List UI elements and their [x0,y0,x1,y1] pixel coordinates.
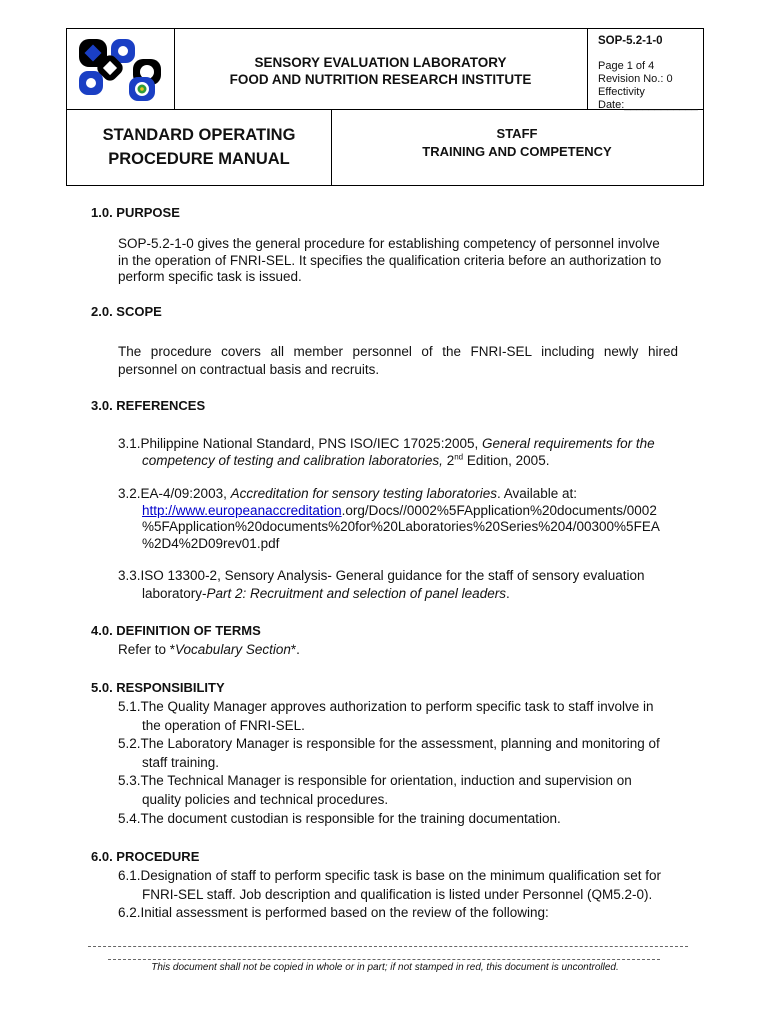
reference-title: General requirements for the [482,436,655,451]
reference-text: Edition, 2005. [466,452,550,468]
section-heading-procedure: 6.0. PROCEDURE [91,849,200,864]
effectivity-date: Effectivity Date:____________ [598,86,698,111]
reference-title: Accreditation for sensory testing laboratories [230,486,497,501]
manual-title-cell [67,109,332,185]
section-heading-purpose: 1.0. PURPOSE [91,205,180,220]
purpose-paragraph [118,236,674,286]
reference-url-part: %2D4%2D09rev01.pdf [142,535,280,551]
reference-title: Part 2: Recruitment and selection of panel leaders [206,586,506,601]
scope-paragraph [118,343,678,379]
definitions-paragraph [118,642,678,659]
revision-number: Revision No.: 0 [598,73,673,85]
definitions-reference: Vocabulary Section [175,642,291,657]
list-item: 5.1.The Quality Manager approves authorization to perform specific task to staff involve in [118,699,654,714]
list-item: the operation of FNRI-SEL. [142,717,305,733]
footer-notice: This document shall not be copied in whole or in part; if not stamped in red, this document is uncontrolled. [151,962,619,973]
list-item: staff training. [142,754,220,770]
reference-text: . Available at: [497,486,578,501]
manual-title-line1: STANDARD OPERATING [102,126,296,144]
reference-text: 3.3.ISO 13300-2, Sensory Analysis- General guidance for the staff of sensory evaluation [118,568,645,583]
footer-divider [108,959,660,960]
scope-line: The procedure covers all member personnel of the FNRI-SEL including newly hired [118,344,678,359]
reference-text: 3.1.Philippine National Standard, PNS ISO/IEC 17025:2005, [118,436,479,451]
reference-item-2 [118,486,688,552]
laboratory-title-cell [174,29,588,109]
header-row-top [67,29,703,110]
reference-url-part: %5FApplication%20documents%20for%20Laboratories%20Series%204/00300%5FEA [142,519,660,534]
institute-name: FOOD AND NUTRITION RESEARCH INSTITUTE [229,72,532,87]
procedure-list [118,867,688,923]
document-meta-cell [588,29,703,109]
manual-title-line2: PROCEDURE MANUAL [108,150,290,168]
reference-text: . [505,586,510,601]
header-row-bottom [67,109,703,185]
purpose-line: perform specific task is issued. [118,269,302,284]
reference-url-part: .org/Docs//0002%5FApplication%20documents/0002 [341,502,657,518]
list-item: 5.3.The Technical Manager is responsible for orientation, induction and supervision on [118,773,632,789]
section-heading-responsibility: 5.0. RESPONSIBILITY [91,680,225,695]
section-heading-references: 3.0. REFERENCES [91,398,206,413]
reference-link[interactable]: http://www.europeanaccreditation [142,502,342,518]
section-heading-definitions: 4.0. DEFINITION OF TERMS [91,623,261,638]
definitions-text: *. [290,642,300,657]
institute-logo-icon [75,35,167,103]
list-item: FNRI-SEL staff. Job description and qualification is listed under Personnel (QM5.2-0). [142,886,653,902]
reference-item-3 [118,567,678,603]
reference-item-1 [118,436,678,469]
document-title-line2: TRAINING AND COMPETENCY [422,144,612,159]
responsibility-list [118,698,678,828]
reference-text: 3.2.EA-4/09:2003, [118,486,227,501]
list-item: quality policies and technical procedures. [142,791,389,807]
document-title-line1: STAFF [496,126,538,141]
document-code: SOP-5.2-1-0 [598,35,663,47]
footer-divider [88,946,688,947]
list-item: 6.2.Initial assessment is performed based on the review of the following: [118,905,549,921]
definitions-text: Refer to * [118,642,176,657]
page-info: Page 1 of 4 [598,60,655,72]
purpose-line: SOP-5.2-1-0 gives the general procedure for establishing competency of personnel involve [118,236,660,251]
reference-text: laboratory- [142,586,207,601]
list-item: 6.1.Designation of staff to perform specific task is base on the minimum qualification set for [118,868,662,883]
scope-line: personnel on contractual basis and recruits. [118,362,380,377]
reference-edition-suffix: nd [454,452,464,461]
logo-cell [67,29,175,109]
document-title-cell [331,109,703,185]
list-item: 5.4.The document custodian is responsible for the training documentation. [118,810,561,826]
reference-edition: 2 [446,452,455,468]
reference-title: competency of testing and calibration laboratories, [142,452,443,468]
list-item: 5.2.The Laboratory Manager is responsible for the assessment, planning and monitoring of [118,736,660,752]
purpose-line: in the operation of FNRI-SEL. It specifies the qualification criteria before an authorization to [118,252,662,268]
header-table [66,28,704,186]
laboratory-name: SENSORY EVALUATION LABORATORY [254,55,507,70]
section-heading-scope: 2.0. SCOPE [91,304,162,319]
